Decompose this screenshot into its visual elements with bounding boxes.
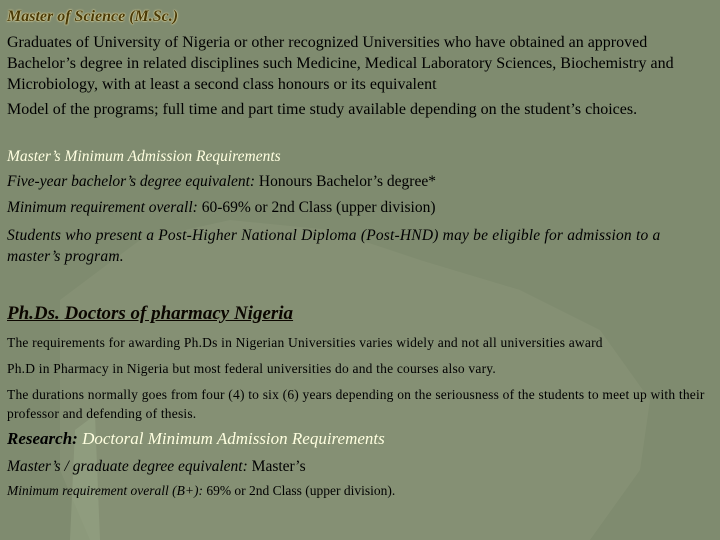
graduate-degree-label: Master’s / graduate degree equivalent: (7, 458, 248, 475)
graduate-degree-requirement (7, 458, 710, 476)
doctoral-overall-value: 69% or 2nd Class (upper division). (206, 483, 396, 498)
phd-paragraph-2: Ph.D in Pharmacy in Nigeria but most federal universities do and the courses also vary. (7, 361, 496, 376)
overall-requirement (7, 199, 710, 217)
phd-paragraph-3: The durations normally goes from four (4) to six (6) years depending on the seriousness of the students to meet up with their professor and defending of thesis. (7, 387, 705, 421)
phd-heading: Ph.Ds. Doctors of pharmacy Nigeria (7, 303, 294, 324)
graduates-paragraph: Graduates of University of Nigeria or other recognized Universities who have obtained an approved Bachelor’s degree in related disciplines such Medicine, Medical Laboratory Sciences, Biochemistry and Microbiology, with at least a second class honours or its equivalent (7, 34, 674, 93)
five-year-value: Honours Bachelor’s degree* (258, 173, 436, 190)
research-lead: Research: (7, 429, 78, 448)
five-year-requirement (7, 173, 710, 191)
post-hnd-note: Students who present a Post-Higher National Diploma (Post-HND) may be eligible for admission to a master’s program. (7, 227, 661, 265)
masters-requirements-title: Master’s Minimum Admission Requirements (7, 148, 281, 165)
overall-value: 60-69% or 2nd Class (upper division) (201, 199, 436, 216)
msc-heading: Master of Science (M.Sc.) (7, 8, 179, 25)
doctoral-overall-requirement (7, 483, 710, 499)
graduate-degree-value: Master’s (251, 458, 306, 475)
five-year-label: Five-year bachelor’s degree equivalent: (7, 173, 256, 190)
overall-label: Minimum requirement overall: (7, 199, 198, 216)
doctoral-overall-label: Minimum requirement overall (B+): (7, 483, 203, 498)
research-title: Doctoral Minimum Admission Requirements (82, 429, 385, 448)
research-heading (7, 429, 710, 449)
model-paragraph: Model of the programs; full time and part time study available depending on the student’s choices. (7, 101, 638, 118)
phd-paragraph-1: The requirements for awarding Ph.Ds in Nigerian Universities varies widely and not all universities award (7, 335, 603, 350)
